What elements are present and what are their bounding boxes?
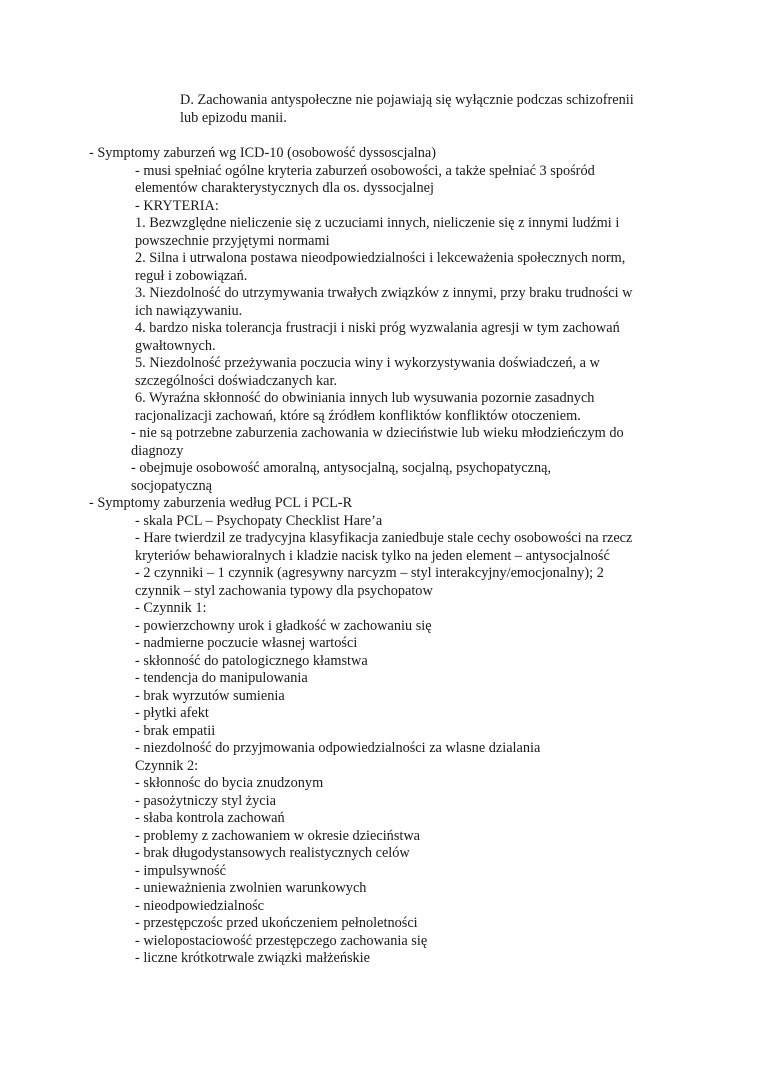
text-line: - obejmuje osobowość amoralną, antysocjalną, socjalną, psychopatyczną, xyxy=(131,460,552,476)
text-line: socjopatyczną xyxy=(131,478,212,494)
list-item: - impulsywność xyxy=(135,863,226,879)
list-item: - niezdolność do przyjmowania odpowiedzialności za wlasne dzialania xyxy=(135,740,541,756)
text-line: 6. Wyraźna skłonność do obwiniania innych lub wysuwania pozornie zasadnych xyxy=(135,390,595,406)
list-item: - słaba kontrola zachowań xyxy=(135,810,285,826)
text-line: czynnik – styl zachowania typowy dla psychopatow xyxy=(135,583,433,599)
text-line: Czynnik 2: xyxy=(135,758,199,774)
text-line: reguł i zobowiązań. xyxy=(135,268,248,284)
text-line: - musi spełniać ogólne kryteria zaburzeń osobowości, a także spełniać 3 spośród xyxy=(135,163,595,179)
section-heading-pcl: - Symptomy zaburzenia według PCL i PCL-R xyxy=(89,495,353,511)
list-item: - wielopostaciowość przestępczego zachowania się xyxy=(135,933,428,949)
list-item: - skłonność do patologicznego kłamstwa xyxy=(135,653,368,669)
list-item: - przestępczośc przed ukończeniem pełnoletności xyxy=(135,915,418,931)
list-item: - płytki afekt xyxy=(135,705,209,721)
list-item: - nadmierne poczucie własnej wartości xyxy=(135,635,358,651)
text-line: lub epizodu manii. xyxy=(180,110,287,126)
list-item: - brak długodystansowych realistycznych celów xyxy=(135,845,410,861)
text-line: powszechnie przyjętymi normami xyxy=(135,233,330,249)
list-item: - tendencja do manipulowania xyxy=(135,670,308,686)
list-item: - problemy z zachowaniem w okresie dzieciństwa xyxy=(135,828,421,844)
text-line: 5. Niezdolność przeżywania poczucia winy i wykorzystywania doświadczeń, a w xyxy=(135,355,600,371)
text-line: racjonalizacji zachowań, które są źródłem konfliktów konfliktów otoczeniem. xyxy=(135,408,581,424)
list-item: - powierzchowny urok i gładkość w zachowaniu się xyxy=(135,618,432,634)
text-line: - Czynnik 1: xyxy=(135,600,207,616)
text-line: ich nawiązywaniu. xyxy=(135,303,243,319)
text-line: 4. bardzo niska tolerancja frustracji i niski próg wyzwalania agresji w tym zachowań xyxy=(135,320,620,336)
list-item: - brak wyrzutów sumienia xyxy=(135,688,285,704)
text-line: 2. Silna i utrwalona postawa nieodpowiedzialności i lekceważenia społecznych norm, xyxy=(135,250,626,266)
list-item: - unieważnienia zwolnien warunkowych xyxy=(135,880,367,896)
text-line: szczególności doświadczanych kar. xyxy=(135,373,338,389)
text-line: - 2 czynniki – 1 czynnik (agresywny narcyzm – styl interakcyjny/emocjonalny); 2 xyxy=(135,565,604,581)
list-item: - pasożytniczy styl życia xyxy=(135,793,276,809)
section-heading-icd10: - Symptomy zaburzeń wg ICD-10 (osobowość dyssoscjalna) xyxy=(89,145,437,161)
list-item: - skłonnośc do bycia znudzonym xyxy=(135,775,324,791)
text-line: - skala PCL – Psychopaty Checklist Hare’a xyxy=(135,513,383,529)
text-line: diagnozy xyxy=(131,443,184,459)
text-line: gwałtownych. xyxy=(135,338,216,354)
list-item: - brak empatii xyxy=(135,723,216,739)
text-line: - Hare twierdzil ze tradycyjna klasyfikacja zaniedbuje stale cechy osobowości na rzecz xyxy=(135,530,633,546)
text-line: - KRYTERIA: xyxy=(135,198,219,214)
text-line: elementów charakterystycznych dla os. dyssocjalnej xyxy=(135,180,434,196)
list-item: - liczne krótkotrwale związki małżeńskie xyxy=(135,950,370,966)
list-item: - nieodpowiedzialnośc xyxy=(135,898,265,914)
text-line: kryteriów behawioralnych i kladzie nacisk tylko na jeden element – antysocjalność xyxy=(135,548,610,564)
text-line: 3. Niezdolność do utrzymywania trwałych związków z innymi, przy braku trudności w xyxy=(135,285,633,301)
text-line: 1. Bezwzględne nieliczenie się z uczuciami innych, nieliczenie się z innymi ludźmi i xyxy=(135,215,620,231)
text-line: D. Zachowania antyspołeczne nie pojawiają się wyłącznie podczas schizofrenii xyxy=(180,92,634,108)
text-line: - nie są potrzebne zaburzenia zachowania w dzieciństwie lub wieku młodzieńczym do xyxy=(131,425,624,441)
